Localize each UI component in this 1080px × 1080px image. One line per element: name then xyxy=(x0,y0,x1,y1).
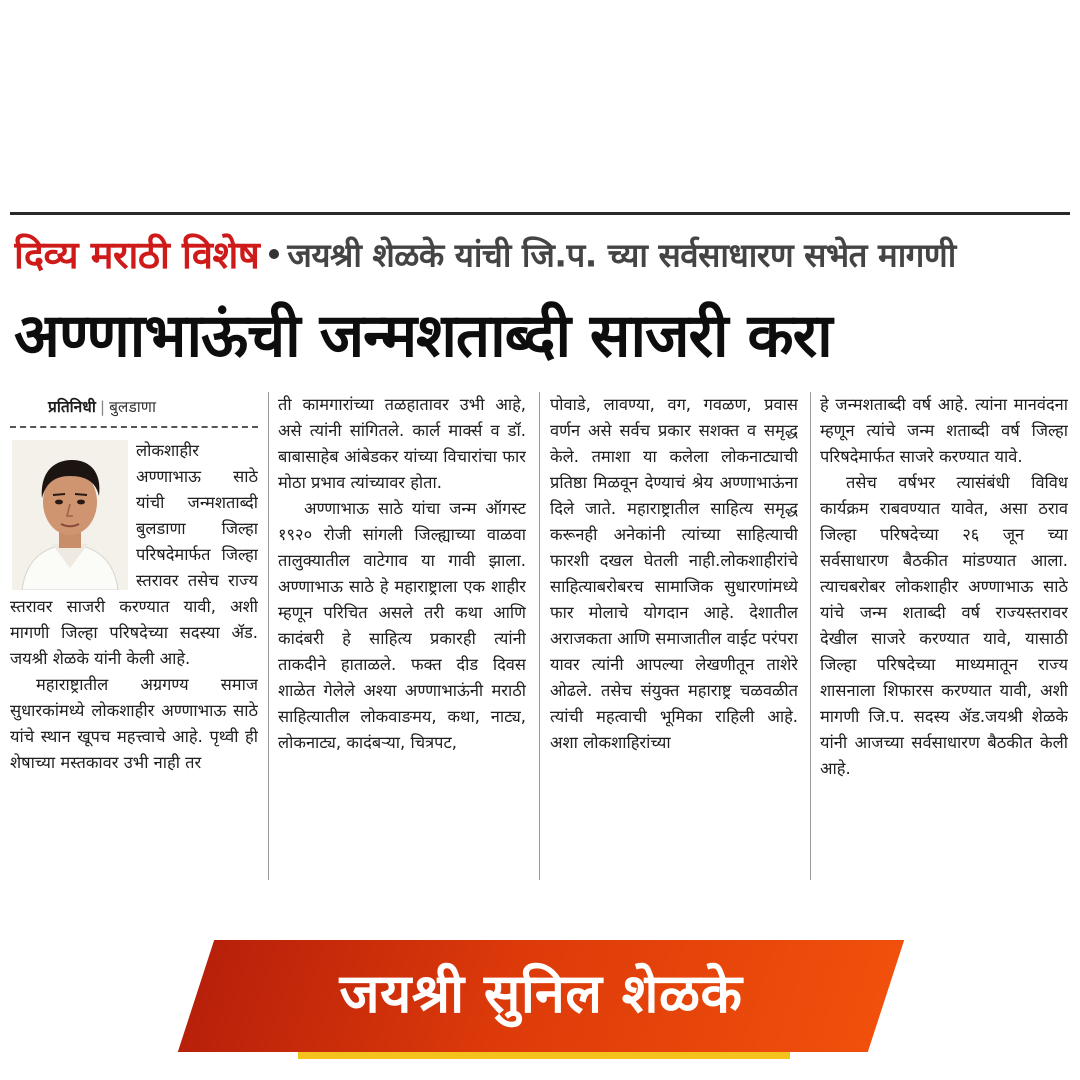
paragraph: ती कामगारांच्या तळहातावर उभी आहे, असे त्यांनी सांगितले. कार्ल मार्क्स व डॉ. बाबासाहेब आंबेडकर यांच्या विचारांचा फार मोठा प्रभाव त्यांच्यावर होता. xyxy=(278,395,526,492)
paragraph: हे जन्मशताब्दी वर्ष आहे. त्यांना मानवंदना म्हणून त्यांचे जन्म शताब्दी वर्ष जिल्हा परिषदेमार्फत साजरे करण्यात यावे. xyxy=(820,395,1068,466)
column-1 xyxy=(10,392,258,880)
paragraph: पोवाडे, लावण्या, वग, गवळण, प्रवास वर्णन असे सर्वच प्रकार सशक्त व समृद्ध केले. तमाशा या कलेला लोकनाट्याची प्रतिष्ठा मिळवून देण्याचं श्रेय अण्णाभाऊंना दिले जाते. महाराष्ट्रातील साहित्य समृद्ध करूनही अनेकांनी त्यांच्या साहित्याची फारशी दखल घेतली नाही.लोकशाहीरांचे साहित्याबरोबरच सामाजिक सुधारणांमध्ये फार मोलाचे योगदान आहे. देशातील अराजकता आणि समाजातील वाईट परंपरा यावर त्यांनी आपल्या लेखणीतून ताशेरे ओढले. तसेच संयुक्त महाराष्ट्र चळवळीत त्यांची महत्वाची भूमिका राहिली आहे. अशा लोकशाहिरांच्या xyxy=(550,395,798,752)
subheading: जयश्री शेळके यांची जि.प. च्या सर्वसाधारण सभेत मागणी xyxy=(287,235,956,275)
brand-label: दिव्य मराठी विशेष xyxy=(14,233,260,277)
byline-reporter: प्रतिनिधी xyxy=(48,398,96,416)
paragraph: महाराष्ट्रातील अग्रगण्य समाज सुधारकांमध्ये लोकशाहीर अण्णाभाऊ साठे यांचे स्थान खूपच महत्त्वाचे आहे. पृथ्वी ही शेषाच्या मस्तकावर उभी नाही तर xyxy=(10,675,258,772)
lead-paragraph xyxy=(10,438,258,672)
bullet-dot xyxy=(269,249,279,259)
newspaper-clipping xyxy=(6,212,1074,884)
byline-separator: | xyxy=(99,398,106,416)
byline-divider xyxy=(10,426,258,428)
column-2 xyxy=(278,392,526,880)
name-banner-text: जयश्री सुनिल शेळके xyxy=(339,962,743,1025)
lead-text: लोकशाहीर अण्णाभाऊ साठे यांची जन्मशताब्दी बुलडाणा जिल्हा परिषदेमार्फत जिल्हा स्तरावर तसेच राज्य स्तरावर साजरी करण्यात यावी, अशी मागणी जिल्हा परिषदेच्या सदस्या ॲड. जयश्री शेळके यांनी केली आहे. xyxy=(10,441,258,668)
top-rule xyxy=(10,212,1070,215)
byline-place: बुलडाणा xyxy=(109,398,156,416)
paragraph: अण्णाभाऊ साठे यांचा जन्म ऑगस्ट १९२० रोजी सांगली जिल्ह्याच्या वाळवा तालुक्यातील वाटेगाव या गावी झाला. अण्णाभाऊ साठे हे महाराष्ट्राला एक शाहीर म्हणून परिचित असले तरी कथा आणि कादंबरी हे साहित्य प्रकारही त्यांनी ताकदीने हाताळले. फक्त दीड दिवस शाळेत गेलेले अश्या अण्णाभाऊंनी मराठी साहित्यातील लोकवाङमय, कथा, नाट्य, लोकनाट्य, कादंबऱ्या, चित्रपट, xyxy=(278,499,526,752)
column-3 xyxy=(550,392,798,880)
headline: अण्णाभाऊंची जन्मशताब्दी साजरी करा xyxy=(14,301,832,371)
paragraph: तसेच वर्षभर त्यासंबंधी विविध कार्यक्रम राबवण्यात यावेत, असा ठराव जिल्हा परिषदेच्या २६ जून च्या सर्वसाधारण बैठकीत मांडण्यात आला. त्याचबरोबर लोकशाहीर अण्णाभाऊ साठे यांचे जन्म शताब्दी वर्ष राज्यस्तरावर देखील साजरे करण्यात यावे, यासाठी जिल्हा परिषदेच्या माध्यमातून राज्य शासनाला शिफारस करण्यात यावी, अशी मागणी जि.प. सदस्य ॲड.जयश्री शेळके यांनी आजच्या सर्वसाधारण बैठकीत केली आहे. xyxy=(820,473,1068,778)
column-4 xyxy=(820,392,1068,880)
column-divider xyxy=(810,392,811,880)
column-divider xyxy=(268,392,269,880)
column-divider xyxy=(539,392,540,880)
kicker-line xyxy=(14,228,1074,282)
byline xyxy=(10,392,258,422)
portrait-photo xyxy=(12,440,128,590)
name-banner-underline xyxy=(298,1052,790,1059)
